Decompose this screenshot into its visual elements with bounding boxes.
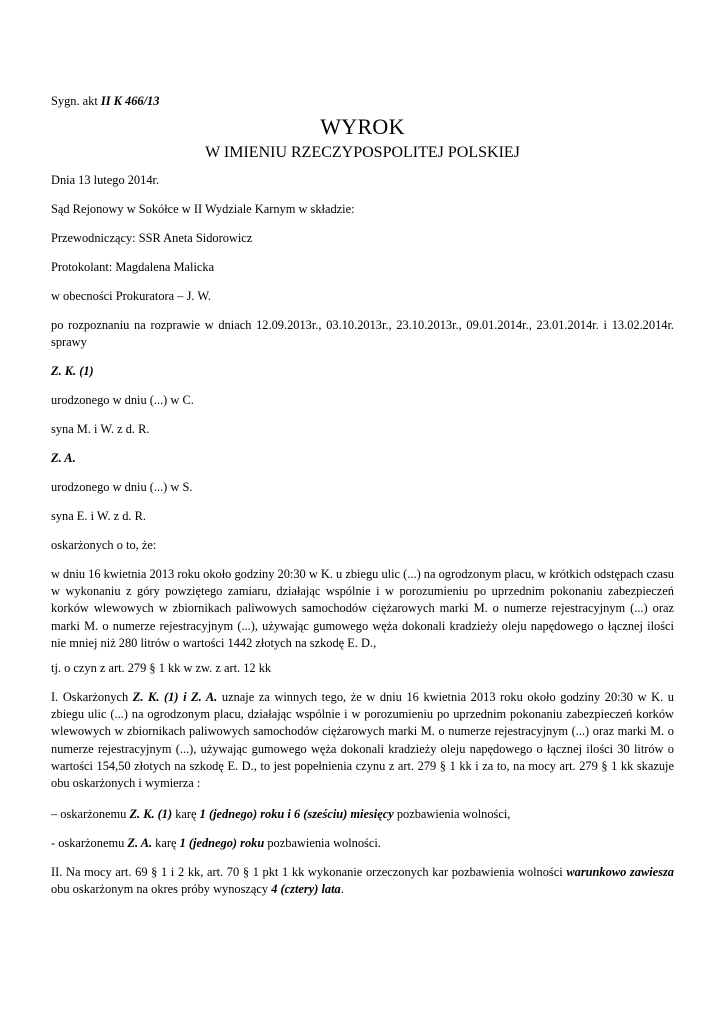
signature-number: II K 466/13 (100, 94, 160, 108)
sentence-defendant-2 (51, 835, 674, 852)
case-signature (51, 93, 674, 110)
point-1-lead: I. Oskarżonych (51, 690, 133, 704)
defendant-2-name: Z. A. (51, 451, 76, 465)
point-2-tail: . (340, 882, 344, 897)
court-line: Sąd Rejonowy w Sokółce w II Wydziale Karnym w składzie: (51, 202, 355, 216)
document-title: WYROK (320, 114, 405, 139)
defendant-2-born: urodzonego w dniu (...) w S. (51, 480, 193, 494)
sentence-1-tail: pozbawienia wolności, (393, 807, 511, 821)
point-1-text: uznaje za winnych tego, że w dniu 16 kwietnia 2013 roku około godziny 20:30 w K. u zbiegu ulic (...) na ogrodzonym placu, działając wspólnie i w porozumieniu po uprzednim pokonaniu zabezpieczeń korków wlewowych w zbiornikach paliwowych samochodów ciężarowych marki M. o numerze rejestracyjnym (...) oraz marki M. o numerze rejestracyjnym (...), używając gumowego węża dokonali kradzieży oleju napędowego o łącznej ilości 30 litrów o wartości 154,50 złotych na szkodę E. D., to jest popełnienia czynu z art. 279 § 1 kk i za to, na mocy art. 279 § 1 kk skazuje obu oskarżonych i wymierza : (51, 690, 674, 791)
sentence-1-name: Z. K. (1) (129, 807, 173, 821)
defendant-1-parents: syna M. i W. z d. R. (51, 422, 150, 436)
sentence-2-tail: pozbawienia wolności. (264, 836, 381, 850)
sentence-2-name: Z. A. (127, 836, 153, 850)
point-1-defendants: Z. K. (1) i Z. A. (132, 690, 218, 704)
point-2-suspend: warunkowo zawiesza (566, 865, 674, 879)
sentence-1-term: 1 (jednego) roku i 6 (sześciu) miesięcy (199, 807, 394, 821)
presiding-judge: Przewodniczący: SSR Aneta Sidorowicz (51, 231, 253, 245)
sentence-defendant-1 (51, 806, 674, 823)
charge-text: w dniu 16 kwietnia 2013 roku około godziny 20:30 w K. u zbiegu ulic (...) na ogrodzonym placu, w krótkich odstępach czasu w wykonaniu z góry powziętego zamiaru, działając wspólnie i w porozumieniu po uprzednim pokonaniu zabezpieczeń korków wlewowych w zbiornikach paliwowych samochodów ciężarowych marki M. o numerze rejestracyjnym (...) oraz marki M. o numerze rejestracyjnym (...), używając gumowego węża dokonali kradzieży oleju napędowego o łącznej ilości nie mniej niż 280 litrów o wartości 1442 złotych na szkodę E. D., (51, 567, 674, 650)
hearing-dates: po rozpoznaniu na rozprawie w dniach 12.09.2013r., 03.10.2013r., 23.10.2013r., 09.01.2014r., 23.01.2014r. i 13.02.2014r. sprawy (51, 318, 674, 350)
defendant-1-name: Z. K. (1) (51, 364, 94, 378)
sentence-2-mid: karę (152, 836, 180, 850)
accused-intro: oskarżonych o to, że: (51, 538, 157, 552)
document-subtitle: W IMIENIU RZECZYPOSPOLITEJ POLSKIEJ (205, 144, 520, 161)
date-line: Dnia 13 lutego 2014r. (51, 173, 160, 187)
point-2-lead: II. Na mocy art. 69 § 1 i 2 kk, art. 70 § 1 pkt 1 kk wykonanie orzeczonych kar pozbawienia wolności (51, 865, 567, 879)
defendant-2-parents: syna E. i W. z d. R. (51, 509, 146, 523)
point-2-mid: obu oskarżonym na okres próby wynoszący (51, 882, 272, 897)
sentence-2-term: 1 (jednego) roku (179, 836, 265, 850)
sentence-1-mid: karę (172, 807, 200, 821)
signature-prefix: Sygn. akt (51, 94, 98, 108)
verdict-point-1 (51, 689, 674, 792)
verdict-point-2 (51, 864, 674, 898)
point-2-period: 4 (cztery) lata (271, 882, 341, 897)
prosecutor-line: w obecności Prokuratora – J. W. (51, 289, 212, 303)
sentence-2-lead: - oskarżonemu (51, 836, 128, 850)
sentence-1-lead: – oskarżonemu (51, 807, 130, 821)
defendant-1-born: urodzonego w dniu (...) w C. (51, 393, 194, 407)
court-clerk: Protokolant: Magdalena Malicka (51, 260, 215, 274)
charge-law: tj. o czyn z art. 279 § 1 kk w zw. z art. 12 kk (51, 661, 272, 675)
